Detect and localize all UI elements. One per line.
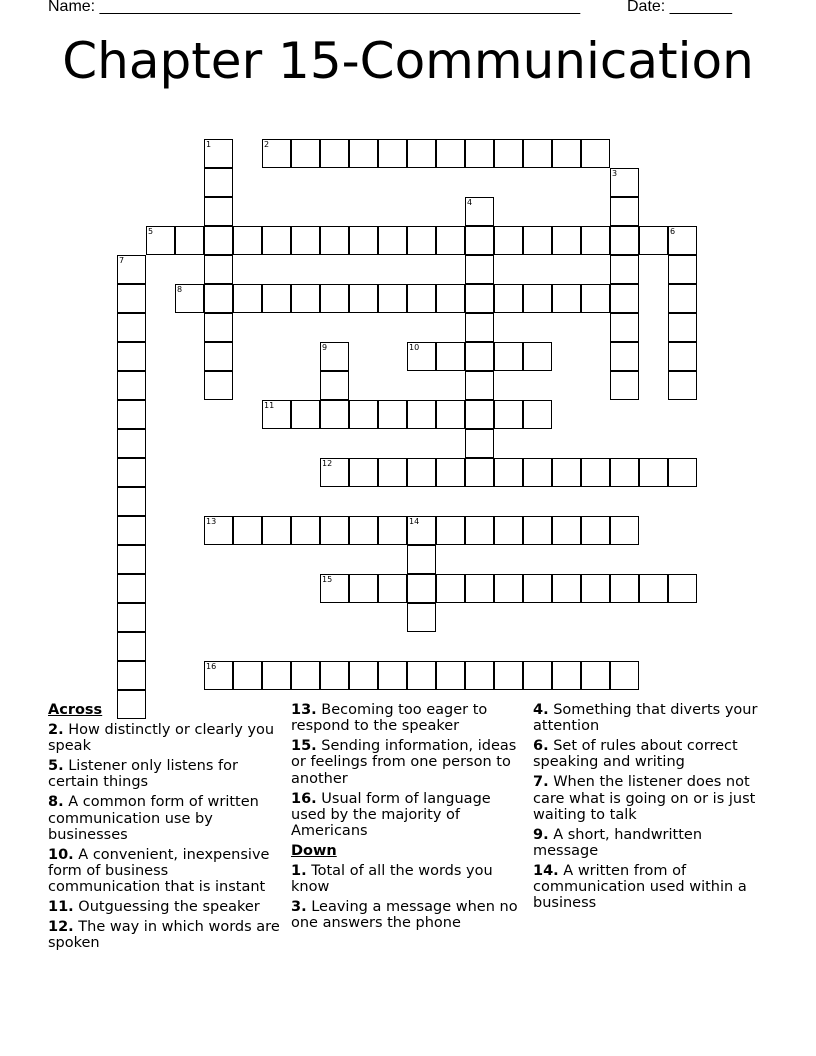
grid-cell[interactable] bbox=[436, 284, 465, 313]
clue-num: 11. bbox=[48, 899, 74, 916]
grid-cell[interactable] bbox=[407, 574, 436, 603]
grid-cell[interactable] bbox=[349, 400, 378, 429]
grid-cell[interactable] bbox=[523, 284, 552, 313]
grid-cell[interactable] bbox=[378, 226, 407, 255]
down-heading: Down bbox=[291, 843, 337, 860]
clue-item bbox=[533, 827, 768, 859]
grid-cell[interactable] bbox=[465, 574, 494, 603]
grid-cell[interactable] bbox=[320, 661, 349, 690]
clue-num: 10. bbox=[48, 846, 74, 863]
grid-cell[interactable] bbox=[610, 574, 639, 603]
grid-cell[interactable] bbox=[204, 168, 233, 197]
grid-cell[interactable] bbox=[465, 371, 494, 400]
grid-cell[interactable] bbox=[465, 255, 494, 284]
clue-num: 15. bbox=[291, 738, 317, 755]
grid-cell[interactable] bbox=[552, 458, 581, 487]
clue-num: 3. bbox=[291, 899, 307, 916]
grid-cell[interactable] bbox=[378, 574, 407, 603]
grid-cell[interactable] bbox=[436, 661, 465, 690]
clue-text: A short, handwritten message bbox=[533, 826, 703, 860]
grid-cell[interactable] bbox=[175, 226, 204, 255]
clue-item bbox=[291, 791, 526, 840]
grid-cell[interactable] bbox=[233, 226, 262, 255]
grid-cell[interactable] bbox=[349, 574, 378, 603]
grid-cell[interactable] bbox=[117, 487, 146, 516]
grid-cell[interactable] bbox=[407, 516, 436, 545]
grid-cell[interactable] bbox=[378, 661, 407, 690]
grid-cell[interactable] bbox=[320, 516, 349, 545]
grid-cell[interactable] bbox=[465, 226, 494, 255]
grid-cell[interactable] bbox=[610, 168, 639, 197]
grid-cell[interactable] bbox=[349, 458, 378, 487]
grid-cell[interactable] bbox=[204, 516, 233, 545]
grid-cell[interactable] bbox=[407, 545, 436, 574]
clue-num: 8. bbox=[48, 794, 64, 811]
clue-text: Total of all the words you know bbox=[291, 863, 493, 896]
grid-cell[interactable] bbox=[465, 429, 494, 458]
grid-cell[interactable] bbox=[117, 313, 146, 342]
grid-cell[interactable] bbox=[552, 139, 581, 168]
grid-cell[interactable] bbox=[320, 226, 349, 255]
grid-cell[interactable] bbox=[378, 400, 407, 429]
clue-num: 13. bbox=[291, 702, 317, 718]
grid-cell[interactable] bbox=[320, 458, 349, 487]
grid-cell[interactable] bbox=[668, 226, 697, 255]
clue-item bbox=[48, 847, 283, 896]
clue-num: 2. bbox=[48, 722, 64, 738]
clue-item bbox=[48, 758, 283, 790]
grid-cell[interactable] bbox=[291, 400, 320, 429]
grid-cell[interactable] bbox=[291, 284, 320, 313]
grid-cell[interactable] bbox=[407, 661, 436, 690]
clue-text: A written from of communication used within a business bbox=[533, 863, 747, 912]
grid-cell[interactable] bbox=[436, 139, 465, 168]
grid-cell[interactable] bbox=[349, 661, 378, 690]
grid-cell[interactable] bbox=[668, 255, 697, 284]
grid-cell[interactable] bbox=[378, 139, 407, 168]
grid-cell[interactable] bbox=[436, 226, 465, 255]
grid-cell[interactable] bbox=[349, 284, 378, 313]
grid-cell[interactable] bbox=[494, 284, 523, 313]
grid-cell[interactable] bbox=[436, 342, 465, 371]
grid-cell[interactable] bbox=[610, 371, 639, 400]
grid-cell[interactable] bbox=[117, 284, 146, 313]
grid-cell[interactable] bbox=[581, 574, 610, 603]
clue-num: 1. bbox=[291, 863, 307, 880]
clue-item bbox=[291, 738, 526, 787]
grid-cell[interactable] bbox=[494, 400, 523, 429]
grid-cell[interactable] bbox=[117, 574, 146, 603]
clue-text: Outguessing the speaker bbox=[73, 899, 260, 916]
clue-number: 13 bbox=[206, 517, 217, 526]
grid-cell[interactable] bbox=[523, 226, 552, 255]
grid-cell[interactable] bbox=[610, 661, 639, 690]
grid-cell[interactable] bbox=[552, 516, 581, 545]
grid-cell[interactable] bbox=[552, 284, 581, 313]
grid-cell[interactable] bbox=[581, 661, 610, 690]
grid-cell[interactable] bbox=[668, 574, 697, 603]
grid-cell[interactable] bbox=[668, 313, 697, 342]
clue-num: 12. bbox=[48, 919, 74, 936]
grid-cell[interactable] bbox=[146, 226, 175, 255]
grid-cell[interactable] bbox=[378, 284, 407, 313]
grid-cell[interactable] bbox=[523, 574, 552, 603]
grid-cell[interactable] bbox=[494, 516, 523, 545]
grid-cell[interactable] bbox=[610, 255, 639, 284]
clue-number: 10 bbox=[409, 343, 420, 352]
grid-cell[interactable] bbox=[204, 255, 233, 284]
name-field-label: Name: ______________________________________________________ bbox=[48, 0, 581, 15]
grid-cell[interactable] bbox=[523, 661, 552, 690]
clue-number: 4 bbox=[467, 198, 473, 207]
clue-number: 8 bbox=[177, 285, 183, 294]
clue-text: Set of rules about correct speaking and writing bbox=[533, 738, 738, 771]
grid-cell[interactable] bbox=[465, 458, 494, 487]
grid-cell[interactable] bbox=[407, 139, 436, 168]
grid-cell[interactable] bbox=[117, 429, 146, 458]
grid-cell[interactable] bbox=[581, 284, 610, 313]
clue-number: 12 bbox=[322, 459, 333, 468]
grid-cell[interactable] bbox=[610, 458, 639, 487]
clue-item bbox=[533, 863, 768, 912]
grid-cell[interactable] bbox=[610, 226, 639, 255]
clue-number: 11 bbox=[264, 401, 275, 410]
grid-cell[interactable] bbox=[494, 574, 523, 603]
clue-number: 1 bbox=[206, 140, 212, 149]
grid-cell[interactable] bbox=[610, 342, 639, 371]
grid-cell[interactable] bbox=[465, 342, 494, 371]
grid-cell[interactable] bbox=[349, 516, 378, 545]
grid-cell[interactable] bbox=[436, 458, 465, 487]
clue-num: 16. bbox=[291, 790, 317, 807]
grid-cell[interactable] bbox=[581, 226, 610, 255]
grid-cell[interactable] bbox=[204, 197, 233, 226]
grid-cell[interactable] bbox=[610, 284, 639, 313]
clue-item bbox=[48, 919, 283, 951]
clue-num: 7. bbox=[533, 774, 549, 791]
grid-cell[interactable] bbox=[204, 342, 233, 371]
grid-cell[interactable] bbox=[581, 458, 610, 487]
grid-cell[interactable] bbox=[407, 603, 436, 632]
grid-cell[interactable] bbox=[639, 226, 668, 255]
grid-cell[interactable] bbox=[117, 255, 146, 284]
grid-cell[interactable] bbox=[436, 400, 465, 429]
clue-number: 14 bbox=[409, 517, 420, 526]
clue-num: 5. bbox=[48, 758, 64, 775]
clue-item bbox=[533, 774, 768, 823]
grid-cell[interactable] bbox=[523, 342, 552, 371]
clue-item bbox=[48, 722, 283, 754]
grid-cell[interactable] bbox=[552, 574, 581, 603]
grid-cell[interactable] bbox=[320, 139, 349, 168]
grid-cell[interactable] bbox=[320, 371, 349, 400]
grid-cell[interactable] bbox=[117, 603, 146, 632]
grid-cell[interactable] bbox=[117, 545, 146, 574]
clue-number: 16 bbox=[206, 662, 217, 671]
grid-cell[interactable] bbox=[262, 400, 291, 429]
grid-cell[interactable] bbox=[407, 226, 436, 255]
clue-number: 2 bbox=[264, 140, 270, 149]
grid-cell[interactable] bbox=[349, 226, 378, 255]
grid-cell[interactable] bbox=[465, 139, 494, 168]
clue-text: Listener only listens for certain things bbox=[48, 758, 238, 791]
clue-text: Sending information, ideas or feelings from one person to another bbox=[291, 738, 517, 787]
grid-cell[interactable] bbox=[349, 139, 378, 168]
clue-text: Becoming too eager to respond to the speaker bbox=[291, 702, 488, 735]
clues-column-1 bbox=[48, 702, 283, 955]
grid-cell[interactable] bbox=[262, 139, 291, 168]
grid-cell[interactable] bbox=[465, 661, 494, 690]
grid-cell[interactable] bbox=[117, 371, 146, 400]
grid-cell[interactable] bbox=[378, 458, 407, 487]
grid-cell[interactable] bbox=[610, 313, 639, 342]
grid-cell[interactable] bbox=[465, 284, 494, 313]
grid-cell[interactable] bbox=[523, 458, 552, 487]
clue-text: A common form of written communication use by businesses bbox=[48, 794, 259, 843]
grid-cell[interactable] bbox=[407, 284, 436, 313]
grid-cell[interactable] bbox=[465, 400, 494, 429]
grid-cell[interactable] bbox=[610, 197, 639, 226]
grid-cell[interactable] bbox=[494, 226, 523, 255]
grid-cell[interactable] bbox=[407, 400, 436, 429]
grid-cell[interactable] bbox=[117, 342, 146, 371]
grid-cell[interactable] bbox=[465, 197, 494, 226]
grid-cell[interactable] bbox=[436, 516, 465, 545]
clue-text: Leaving a message when no one answers the phone bbox=[291, 899, 518, 932]
clue-number: 3 bbox=[612, 169, 618, 178]
clue-item bbox=[48, 899, 283, 915]
clue-text: A convenient, inexpensive form of business communication that is instant bbox=[48, 846, 270, 896]
grid-cell[interactable] bbox=[204, 226, 233, 255]
grid-cell[interactable] bbox=[639, 574, 668, 603]
grid-cell[interactable] bbox=[523, 400, 552, 429]
grid-cell[interactable] bbox=[117, 632, 146, 661]
clue-number: 9 bbox=[322, 343, 328, 352]
grid-cell[interactable] bbox=[262, 661, 291, 690]
grid-cell[interactable] bbox=[668, 342, 697, 371]
grid-cell[interactable] bbox=[291, 139, 320, 168]
date-field-label: Date: _______ bbox=[627, 0, 732, 15]
clue-text: How distinctly or clearly you speak bbox=[48, 722, 275, 755]
clue-num: 14. bbox=[533, 863, 559, 880]
clue-text: Something that diverts your attention bbox=[533, 702, 758, 735]
grid-cell[interactable] bbox=[262, 284, 291, 313]
clues-column-2 bbox=[291, 702, 526, 935]
grid-cell[interactable] bbox=[668, 284, 697, 313]
grid-cell[interactable] bbox=[668, 371, 697, 400]
grid-cell[interactable] bbox=[552, 661, 581, 690]
clue-item bbox=[533, 702, 768, 734]
grid-cell[interactable] bbox=[320, 400, 349, 429]
clue-item bbox=[291, 702, 526, 734]
clue-item bbox=[48, 794, 283, 843]
clue-text: Usual form of language used by the majority of Americans bbox=[291, 790, 491, 840]
grid-cell[interactable] bbox=[291, 661, 320, 690]
grid-cell[interactable] bbox=[639, 458, 668, 487]
grid-cell[interactable] bbox=[494, 342, 523, 371]
grid-cell[interactable] bbox=[320, 342, 349, 371]
clue-number: 6 bbox=[670, 227, 676, 236]
grid-cell[interactable] bbox=[552, 226, 581, 255]
grid-cell[interactable] bbox=[581, 516, 610, 545]
grid-cell[interactable] bbox=[494, 458, 523, 487]
grid-cell[interactable] bbox=[204, 661, 233, 690]
clue-text: The way in which words are spoken bbox=[48, 919, 280, 952]
clue-item bbox=[533, 738, 768, 770]
grid-cell[interactable] bbox=[407, 458, 436, 487]
grid-cell[interactable] bbox=[320, 574, 349, 603]
grid-cell[interactable] bbox=[523, 516, 552, 545]
page-title: Chapter 15-Communication bbox=[62, 32, 754, 90]
clue-item bbox=[291, 863, 526, 895]
clue-num: 6. bbox=[533, 738, 549, 755]
grid-cell[interactable] bbox=[494, 661, 523, 690]
grid-cell[interactable] bbox=[175, 284, 204, 313]
grid-cell[interactable] bbox=[407, 342, 436, 371]
grid-cell[interactable] bbox=[204, 313, 233, 342]
grid-cell[interactable] bbox=[204, 284, 233, 313]
grid-cell[interactable] bbox=[320, 284, 349, 313]
grid-cell[interactable] bbox=[233, 516, 262, 545]
grid-cell[interactable] bbox=[117, 516, 146, 545]
clue-number: 5 bbox=[148, 227, 154, 236]
grid-cell[interactable] bbox=[668, 458, 697, 487]
clue-num: 4. bbox=[533, 702, 549, 718]
grid-cell[interactable] bbox=[233, 661, 262, 690]
clue-num: 9. bbox=[533, 826, 549, 843]
grid-cell[interactable] bbox=[436, 574, 465, 603]
grid-cell[interactable] bbox=[262, 516, 291, 545]
grid-cell[interactable] bbox=[291, 226, 320, 255]
grid-cell[interactable] bbox=[494, 139, 523, 168]
clue-item bbox=[291, 899, 526, 931]
clue-text: When the listener does not care what is going on or is just waiting to talk bbox=[533, 774, 756, 823]
grid-cell[interactable] bbox=[117, 458, 146, 487]
grid-cell[interactable] bbox=[291, 516, 320, 545]
grid-cell[interactable] bbox=[610, 516, 639, 545]
grid-cell[interactable] bbox=[465, 516, 494, 545]
grid-cell[interactable] bbox=[262, 226, 291, 255]
clue-number: 15 bbox=[322, 575, 333, 584]
clues-column-3 bbox=[533, 702, 768, 915]
grid-cell[interactable] bbox=[117, 661, 146, 690]
across-heading: Across bbox=[48, 702, 103, 718]
grid-cell[interactable] bbox=[233, 284, 262, 313]
grid-cell[interactable] bbox=[204, 139, 233, 168]
grid-cell[interactable] bbox=[523, 139, 552, 168]
grid-cell[interactable] bbox=[465, 313, 494, 342]
clue-number: 7 bbox=[119, 256, 125, 265]
grid-cell[interactable] bbox=[117, 400, 146, 429]
grid-cell[interactable] bbox=[204, 371, 233, 400]
grid-cell[interactable] bbox=[581, 139, 610, 168]
grid-cell[interactable] bbox=[378, 516, 407, 545]
